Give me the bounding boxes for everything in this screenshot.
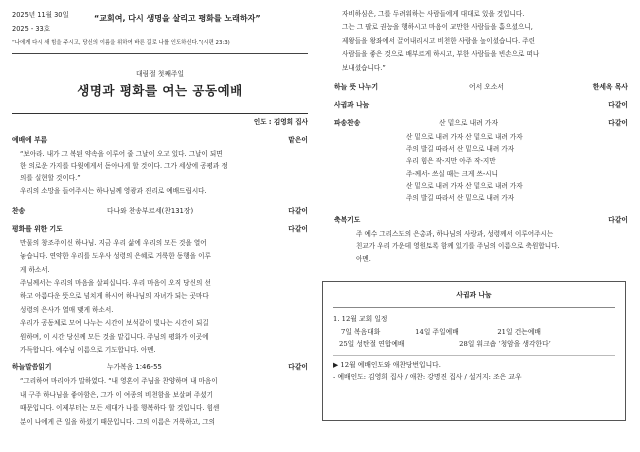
call-to-worship-row	[12, 130, 308, 148]
prayer-row	[12, 219, 308, 237]
blessing-row	[334, 210, 628, 228]
prayer-line: 놓습니다. 연약한 우리를 도우사 성령의 은혜로 거룩한 동행을 이루	[20, 252, 211, 261]
reading-row	[12, 357, 308, 375]
schedule-heading: 1. 12월 교회 일정	[333, 315, 388, 323]
reading-continued	[334, 8, 628, 75]
schedule-item: 14일 주일예배	[415, 327, 459, 336]
announcements-content	[333, 313, 615, 384]
hymn-row	[12, 201, 308, 219]
announcements-divider	[333, 307, 615, 308]
sermon-row	[334, 77, 628, 95]
announcements-box	[322, 281, 626, 421]
reading-cont-line: 보내셨습니다.”	[342, 63, 386, 72]
lyric-line: 산 밑으로 내려 가자 산 밑으로 내려 가자	[406, 133, 523, 142]
hymn-title: 다나와 찬송부르세(찬131장)	[107, 206, 194, 215]
call-line: “보아라. 내가 그 복된 약속을 이루어 줄 그날이 오고 있다. 그날이 되면	[20, 150, 223, 158]
prayer-right: 다같이	[288, 224, 308, 233]
reading-line: 때문입니다. 이제부터는 모든 세대가 나를 행복하다 할 것입니다. 힘센	[20, 404, 220, 413]
reading-cont-line: 사람들을 좋은 것으로 배부르게 하시고, 부한 사람들을 빈손으로 떠나	[342, 50, 540, 59]
announcements-title: 사귐과 나눔	[456, 291, 492, 299]
prayer-line: 우리가 공동체로 모여 나누는 시간이 보석같이 빛나는 시간이 되길	[20, 319, 209, 328]
hymn-label: 찬송	[12, 206, 26, 215]
prayer-text	[12, 237, 308, 358]
sending-hymn-label: 파송찬송	[334, 119, 361, 128]
blessing-right: 다같이	[608, 216, 628, 225]
reading-cont-line: 자비하심은, 그를 두려워하는 사람들에게 대대로 있을 것입니다.	[342, 10, 525, 18]
reading-line: “그리하여 마리아가 말하였다. “내 영혼이 주님을 찬양하며 내 마음이	[20, 377, 218, 386]
sermon-preacher: 한세옥 목사	[592, 83, 628, 92]
bulletin-header	[12, 8, 308, 36]
schedule-item: 28일 워크숍 ‘청암을 생각한다’	[459, 340, 551, 348]
schedule-item: 25일 성탄절 연합예배	[339, 340, 405, 348]
sending-hymn-row	[334, 113, 628, 131]
prayer-line: 하고 아름다운 뜻으로 넘치게 하시어 하나님의 자녀가 되는 곳마다	[20, 292, 209, 301]
lyric-line: 주-께서- 쓰실 때는 크게 쓰-시니	[406, 169, 498, 178]
reading-label: 하늘말씀읽기	[12, 363, 52, 372]
prayer-line: 가득합니다. 예수님 이름으로 기도합니다. 아멘.	[20, 346, 156, 355]
schedule-row-2	[333, 338, 615, 351]
reading-ref: 누가복음 1:46-55	[107, 363, 162, 372]
hymn-lyrics	[334, 131, 628, 204]
blessing-text	[334, 228, 628, 265]
schedule-item: 7일 복음대화	[341, 327, 381, 336]
lyric-line: 주의 발길 따라서 산 밑으로 내려 가자	[406, 145, 515, 154]
sending-hymn-title: 산 밑으로 내려 가자	[439, 119, 499, 128]
schedule-item: 21일 건는예배	[497, 327, 541, 336]
blessing-line: 친교가 우리 가운데 영원토록 함께 있기를 주님의 이름으로 축원합니다.	[356, 242, 560, 251]
lyric-line: 산 밑으로 내려 가자 산 밑으로 내려 가자	[406, 181, 523, 190]
call-label: 예배에 부름	[12, 136, 48, 144]
bulletin-volume: 2025 - 33호	[12, 25, 51, 33]
call-right: 맡은이	[288, 136, 308, 144]
bulletin-motto: “교회여, 다시 생명을 살리고 평화를 노래하자”	[94, 14, 261, 23]
prayer-line: 성령의 은사가 열매 맺게 하소서.	[20, 305, 114, 314]
duty-roster: - 예배인도: 김영희 집사 / 애찬: 강명진 집사 / 설거지: 조은 교우	[333, 373, 522, 381]
lyric-line: 주의 발길 따라서 산 밑으로 내려 가자	[406, 194, 515, 203]
schedule-row-1	[333, 326, 615, 339]
hymn-right: 다같이	[288, 206, 308, 215]
prayer-line: 주님께서는 우리의 마음을 살피십니다. 우리 마음이 오직 당신의 선	[20, 279, 211, 288]
prayer-line: 만물의 창조주이신 하나님. 지금 우리 삶에 우리의 모든 것을 열어	[20, 238, 207, 247]
prayer-label: 평화를 위한 기도	[12, 224, 63, 233]
sharing-right: 다같이	[608, 101, 628, 110]
lyric-line: 우리 힘은 작-지만 아주 작-지만	[406, 157, 496, 166]
call-line: 한 의로운 가지를 다윗에게서 돋아나게 할 것이다. 그가 세상에 공평과 정	[20, 162, 228, 171]
duty-notice: ▶ 12월 예배인도와 애찬당번입니다.	[333, 360, 441, 369]
call-line: 우리의 소망을 들어주시는 하나님께 영광과 진리로 예배드립시다.	[20, 186, 207, 195]
sharing-row	[334, 95, 628, 113]
call-text	[12, 148, 308, 197]
reading-right: 다같이	[288, 363, 308, 372]
sharing-label: 사귐과 나눔	[334, 101, 370, 110]
sermon-label: 하늘 뜻 나누기	[334, 83, 379, 92]
header-divider	[12, 53, 308, 54]
reading-text	[12, 375, 308, 429]
blessing-line: 주 예수 그리스도의 은총과, 하나님의 사랑과, 성령께서 이루어주시는	[356, 230, 554, 239]
prayer-line: 게 하소서.	[20, 265, 50, 274]
reading-line: 내 구주 하나님을 좋아함은, 그가 이 여종의 비천함을 보살펴 주셨기	[20, 390, 213, 399]
reading-line: 분이 나에게 큰 일을 하셨기 때문입니다. 그의 이름은 거룩하고, 그의	[20, 417, 216, 426]
service-subtitle: 대림절 첫째주일	[135, 70, 185, 78]
prayer-line: 원하며, 이 시간 당신께 모든 것을 맡깁니다. 주님의 평화가 이곳에	[20, 332, 209, 341]
sending-hymn-right: 다같이	[608, 119, 628, 128]
service-title: 생명과 평화를 여는 공동예배	[77, 83, 243, 98]
theme-verse: “나에게 다시 새 힘을 주시고, 당신의 이름을 위하여 바른 길로 나를 인도하신다.”(시편 23:3)	[12, 40, 230, 46]
sermon-title: 어서 오소서	[469, 83, 504, 92]
call-line: 의를 실현할 것이다.”	[20, 174, 81, 183]
service-leader: 인도 : 김영희 집사	[253, 118, 308, 126]
reading-cont-line: 제왕들을 왕좌에서 끌어내리시고 비천한 사람을 높이셨습니다. 주린	[342, 36, 536, 45]
blessing-line: 아멘.	[356, 254, 371, 263]
bulletin-date: 2025년 11월 30일	[12, 11, 69, 19]
reading-cont-line: 그는 그 팔로 권능을 행하시고 마음이 교만한 사람들을 흩으셨으니,	[342, 23, 533, 32]
blessing-label: 축복기도	[334, 216, 361, 225]
announcements-inner-divider	[333, 355, 615, 356]
